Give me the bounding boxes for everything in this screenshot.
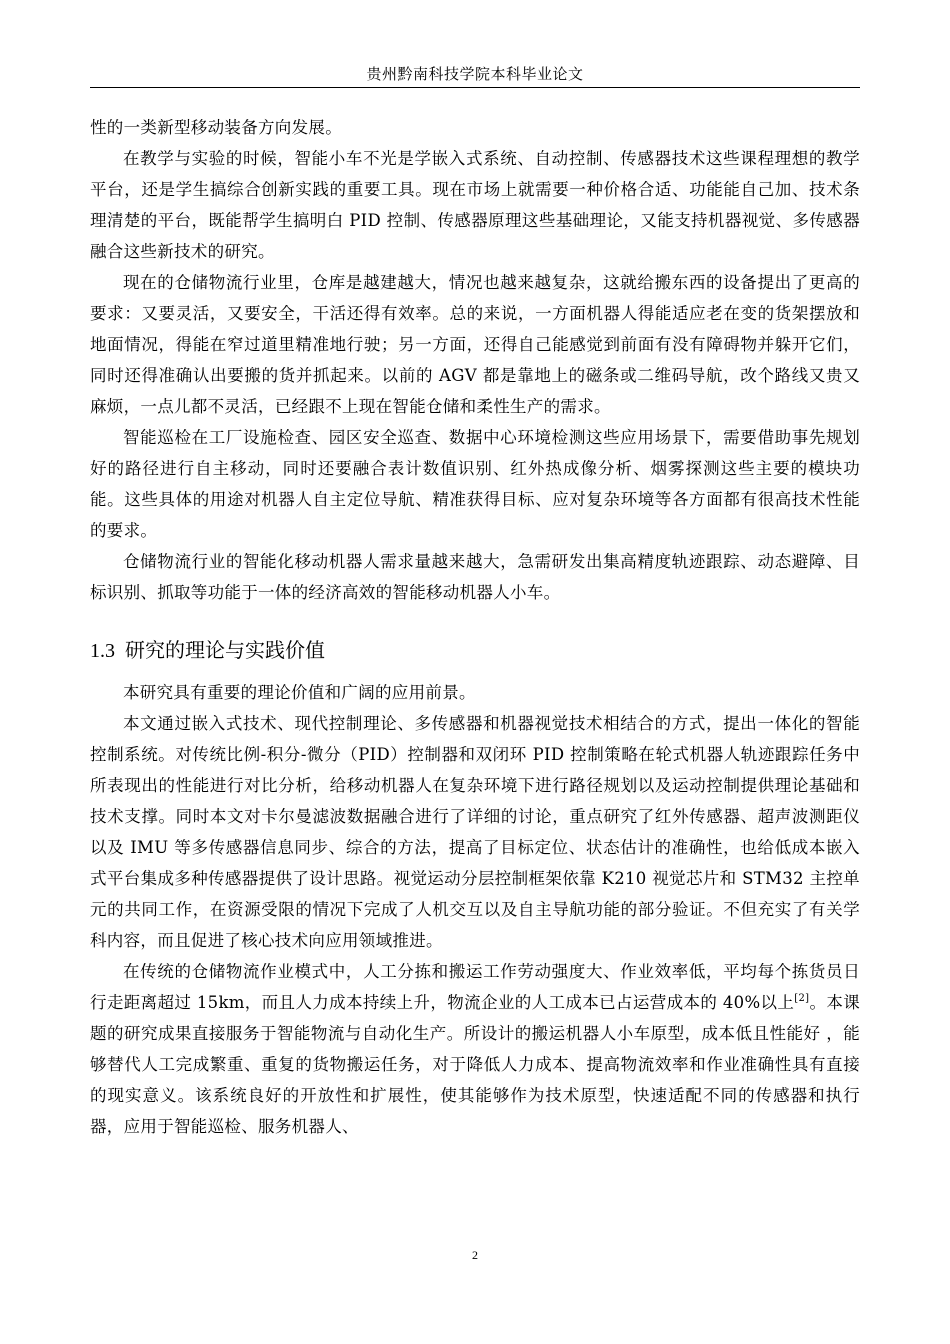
paragraph-text: 在传统的仓储物流作业模式中，人工分拣和搬运工作劳动强度大、作业效率低，平均每个拣货员日行走距离超过 15km，而且人力成本持续上升，物流企业的人工成本已占运营成本的 40%以上 xyxy=(90,962,860,1012)
paragraph: 智能巡检在工厂设施检查、园区安全巡查、数据中心环境检测这些应用场景下，需要借助事先规划好的路径进行自主移动，同时还要融合表计数值识别、红外热成像分析、烟雾探测这些主要的模块功能。这些具体的用途对机器人自主定位导航、精准获得目标、应对复杂环境等各方面都有很高技术性能的要求。 xyxy=(90,428,860,540)
paragraph: 现在的仓储物流行业里，仓库是越建越大，情况也越来越复杂，这就给搬东西的设备提出了更高的要求：又要灵活，又要安全，干活还得有效率。总的来说，一方面机器人得能适应老在变的货架摆放和地面情况，得能在窄过道里精准地行驶；另一方面，还得自己能感觉到前面有没有障碍物并躲开它们，同时还得准确认出要搬的货并抓起来。以前的 AGV 都是靠地上的磁条或二维码导航，改个路线又贵又麻烦，一点儿都不灵活，已经跟不上现在智能仓储和柔性生产的需求。 xyxy=(90,273,860,416)
paragraph-text: 。本课题的研究成果直接服务于智能物流与自动化生产。所设计的搬运机器人小车原型，成本低且性能好 ，能够替代人工完成繁重、重复的货物搬运任务，对于降低人力成本、提高物流效率和作业准确性具有直接的现实意义。该系统良好的开放性和扩展性，使其能够作为技术原型，快速适配不同的传感器和执行器，应用于智能巡检、服务机器人、 xyxy=(90,993,860,1136)
paragraph: 在教学与实验的时候，智能小车不光是学嵌入式系统、自动控制、传感器技术这些课程理想的教学平台，还是学生搞综合创新实践的重要工具。现在市场上就需要一种价格合适、功能能自己加、技术条理清楚的平台，既能帮学生搞明白 PID 控制、传感器原理这些基础理论，又能支持机器视觉、多传感器融合这些新技术的研究。 xyxy=(90,149,860,261)
document-body xyxy=(90,112,860,1142)
paragraph-with-citation xyxy=(90,956,860,1142)
section-title: 研究的理论与实践价值 xyxy=(125,638,325,662)
paragraph: 本文通过嵌入式技术、现代控制理论、多传感器和机器视觉技术相结合的方式，提出一体化的智能控制系统。对传统比例-积分-微分（PID）控制器和双闭环 PID 控制策略在轮式机器人轨迹跟踪任务中所表现出的性能进行对比分析，给移动机器人在复杂环境下进行路径规划以及运动控制提供理论基础和技术支撑。同时本文对卡尔曼滤波数据融合进行了详细的讨论，重点研究了红外传感器、超声波测距仪以及 IMU 等多传感器信息同步、综合的方法，提高了目标定位、状态估计的准确性，也给低成本嵌入式平台集成多种传感器提供了设计思路。视觉运动分层控制框架依靠 K210 视觉芯片和 STM32 主控单元的共同工作，在资源受限的情况下完成了人机交互以及自主导航功能的部分验证。不但充实了有关学科内容，而且促进了核心技术向应用领域推进。 xyxy=(90,714,860,950)
citation-marker: [2] xyxy=(794,993,810,1004)
page-number: 2 xyxy=(472,1248,478,1262)
paragraph: 仓储物流行业的智能化移动机器人需求量越来越大，急需研发出集高精度轨迹跟踪、动态避障、目标识别、抓取等功能于一体的经济高效的智能移动机器人小车。 xyxy=(90,552,860,602)
paragraph: 本研究具有重要的理论价值和广阔的应用前景。 xyxy=(123,683,476,702)
section-number: 1.3 xyxy=(90,640,115,662)
paragraph: 性的一类新型移动装备方向发展。 xyxy=(90,118,342,137)
section-heading xyxy=(90,634,860,667)
header-title: 贵州黔南科技学院本科毕业论文 xyxy=(366,65,584,83)
page-header xyxy=(90,62,860,88)
